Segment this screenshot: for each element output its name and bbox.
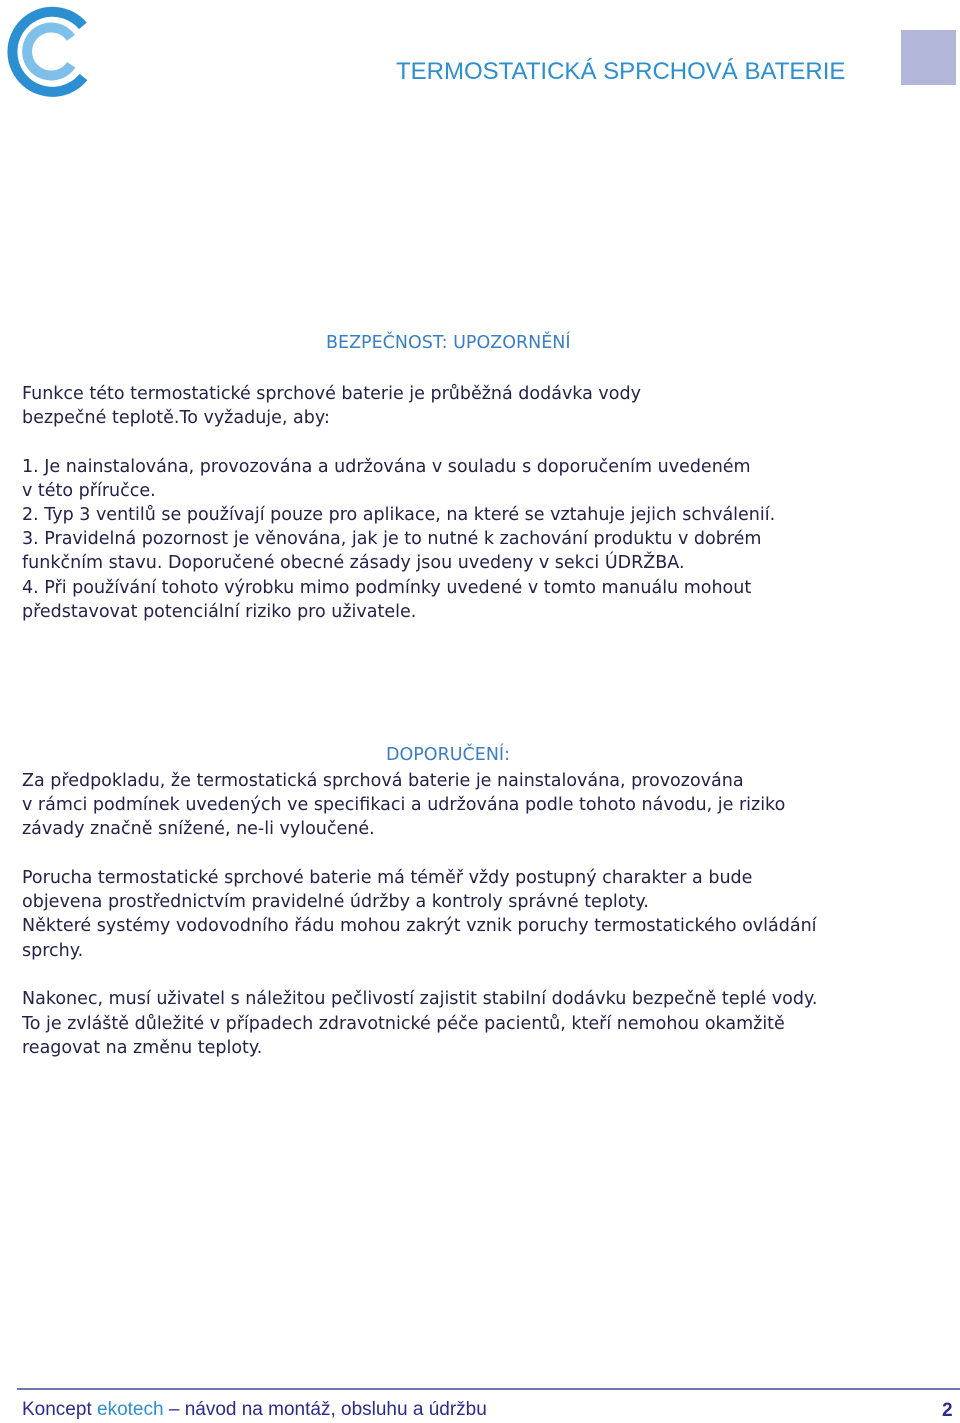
recommendation-line: Nakonec, musí uživatel s náležitou pečlivostí zajistit stabilní dodávku bezpečně teplé vody. (22, 989, 818, 1009)
safety-line: představovat potenciální riziko pro uživatele. (22, 602, 417, 622)
document-title: TERMOSTATICKÁ SPRCHOVÁ BATERIE (396, 58, 846, 85)
safety-line: bezpečné teplotě.To vyžaduje, aby: (22, 408, 330, 428)
safety-heading: BEZPEČNOST: UPOZORNĚNÍ (326, 333, 571, 353)
page-number: 2 (942, 1400, 953, 1421)
safety-line: 1. Je nainstalována, provozována a udržována v souladu s doporučením uvedeném (22, 457, 751, 477)
header-decoration (901, 30, 956, 85)
recommendation-line: v rámci podmínek uvedených ve specifikaci a udržována podle tohoto návodu, je riziko (22, 795, 786, 815)
safety-line: 3. Pravidelná pozornost je věnována, jak je to nutné k zachování produktu v dobrém (22, 529, 762, 549)
safety-line: funkčním stavu. Doporučené obecné zásady jsou uvedeny v sekci ÚDRŽBA. (22, 553, 685, 573)
footer-divider (17, 1388, 960, 1390)
recommendation-line: závady značně snížené, ne-li vyloučené. (22, 819, 375, 839)
ring-logo-icon (6, 4, 96, 102)
recommendation-line: objevena prostřednictvím pravidelné údržby a kontroly správné teploty. (22, 892, 649, 912)
safety-line: Funkce této termostatické sprchové baterie je průběžná dodávka vody (22, 384, 641, 404)
recommendation-line: Porucha termostatické sprchové baterie má téměř vždy postupný charakter a bude (22, 868, 753, 888)
safety-line: 2. Typ 3 ventilů se používají pouze pro aplikace, na které se vztahuje jejich schválenií. (22, 505, 776, 525)
footer-concept: Koncept (22, 1399, 92, 1420)
recommendation-heading: DOPORUČENÍ: (386, 745, 510, 765)
recommendation-line: reagovat na změnu teploty. (22, 1038, 263, 1058)
recommendation-line: To je zvláště důležité v případech zdravotnické péče pacientů, kteří nemohou okamžitě (22, 1014, 785, 1034)
recommendation-line: Některé systémy vodovodního řádu mohou zakrýt vznik poruchy termostatického ovládání (22, 916, 817, 936)
footer-brand: ekotech (97, 1399, 164, 1420)
recommendation-line: sprchy. (22, 941, 84, 961)
footer-text (22, 1399, 487, 1421)
recommendation-line: Za předpokladu, že termostatická sprchová baterie je nainstalována, provozována (22, 771, 744, 791)
safety-line: 4. Při používání tohoto výrobku mimo podmínky uvedené v tomto manuálu mohout (22, 578, 752, 598)
footer-description: – návod na montáž, obsluhu a údržbu (168, 1399, 487, 1420)
safety-line: v této příručce. (22, 481, 156, 501)
